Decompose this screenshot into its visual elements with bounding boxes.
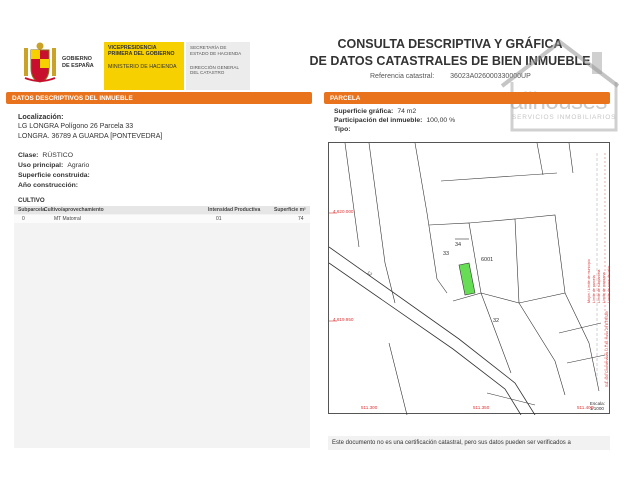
coord-x-mid: 511.350 (473, 405, 490, 410)
superficie-grafica-row (334, 108, 416, 115)
title-line-1: CONSULTA DESCRIPTIVA Y GRÁFICA (337, 37, 563, 51)
participacion-row (334, 117, 455, 124)
legend-item-2: Límite de parcela (592, 275, 596, 303)
coord-y-top: 4.620.000 (333, 209, 354, 214)
participacion-value: 100,00 % (426, 117, 456, 124)
uso-row (18, 162, 89, 169)
cultivo-title: CULTIVO (18, 197, 45, 204)
cell-intensidad: 01 (216, 216, 222, 222)
header-superficie: Superficie m² (274, 207, 306, 213)
uso-value: Agrario (67, 162, 90, 169)
superficie-grafica-value: 74 m2 (397, 108, 417, 115)
legend-item-3: Límite de subparcela (597, 269, 601, 303)
watermark-tagline: SERVICIOS INMOBILIARIOS (512, 114, 617, 121)
descriptive-data-bar: DATOS DESCRIPTIVOS DEL INMUEBLE (6, 92, 312, 104)
reference-value: 36023A026000330000UP (450, 73, 531, 80)
lot-label-32: 32 (493, 318, 500, 324)
gobierno-label: GOBIERNO DE ESPAÑA (62, 56, 94, 69)
cell-subparcela: 0 (22, 216, 25, 222)
superficie-grafica-label: Superficie gráfica: (334, 108, 394, 115)
clase-row (18, 152, 73, 159)
location-label: Localización: (18, 112, 64, 121)
location-line-1: LG LONGRA Polígono 26 Parcela 33 (18, 123, 134, 130)
ministerio-label: MINISTERIO DE HACIENDA (108, 63, 177, 70)
secretaria-label: SECRETARÍA DE ESTADO DE HACIENDA (190, 45, 242, 56)
table-row (14, 215, 310, 223)
clase-label: Clase: (18, 152, 39, 159)
legend-item-1: Mojón / Límite de municipio (587, 259, 591, 303)
legend-item-5: Límite de zona de valor (607, 265, 611, 303)
lot-label-33: 33 (443, 251, 450, 257)
cell-cultivo: MT Matorral (54, 216, 81, 222)
coord-x-right: 511.400 (577, 405, 594, 410)
map-footer-ref: 511.400 Coordenadas U.T.M. Huso 29 ETRS89 (605, 311, 609, 387)
reference-label: Referencia catastral: (370, 73, 435, 80)
uso-label: Uso principal: (18, 162, 64, 169)
cultivo-table-header (14, 206, 310, 214)
title-line-2: DE DATOS CATASTRALES DE BIEN INMUEBLE (309, 54, 591, 68)
anio-row (18, 182, 82, 189)
footer-note: Este documento no es una certificación catastral, pero sus datos pueden ser verificados a (328, 436, 610, 450)
coord-y-mid: 4.619.950 (333, 317, 354, 322)
location-line-2: LONGRA. 36789 A GUARDA [PONTEVEDRA] (18, 133, 163, 140)
lot-label-34: 34 (455, 242, 462, 248)
participacion-label: Participación del inmueble: (334, 117, 423, 124)
header-cultivo: Cultivo/aprovechamiento (44, 207, 104, 213)
legend-item-4: Límite de manzana (602, 272, 606, 303)
lot-label-12: 12 (366, 269, 374, 278)
anio-label: Año construcción: (18, 182, 79, 189)
coat-of-arms-icon (22, 42, 58, 86)
lot-label-6001: 6001 (481, 257, 494, 263)
header-intensidad: Intensidad Productiva (208, 207, 261, 213)
government-logo-block (12, 36, 248, 92)
ministry-box (104, 42, 184, 90)
cadastral-map (328, 142, 610, 414)
scale-box (590, 401, 605, 411)
secretaria-box (186, 42, 250, 90)
parcela-bar: PARCELA (324, 92, 610, 104)
coord-x-left: 511.300 (361, 405, 378, 410)
highlighted-parcel (459, 263, 475, 295)
direccion-label: DIRECCIÓN GENERAL DEL CATASTRO (190, 64, 239, 76)
superficie-construida-label: Superficie construida: (18, 172, 90, 179)
scale-label: Escala: (589, 401, 605, 406)
cell-superficie: 74 (298, 216, 304, 222)
scale-value: 1/1000 (589, 406, 604, 411)
tipo-label: Tipo: (334, 126, 351, 133)
tipo-row (334, 126, 355, 133)
header-subparcela: Subparcela (18, 207, 45, 213)
cultivo-table (14, 206, 310, 448)
vicepresidencia-label: VICEPRESIDENCIA PRIMERA DEL GOBIERNO (108, 45, 175, 58)
cadastral-map-drawing (329, 143, 611, 415)
clase-value: RÚSTICO (42, 152, 73, 159)
superficie-construida-row (18, 172, 94, 179)
